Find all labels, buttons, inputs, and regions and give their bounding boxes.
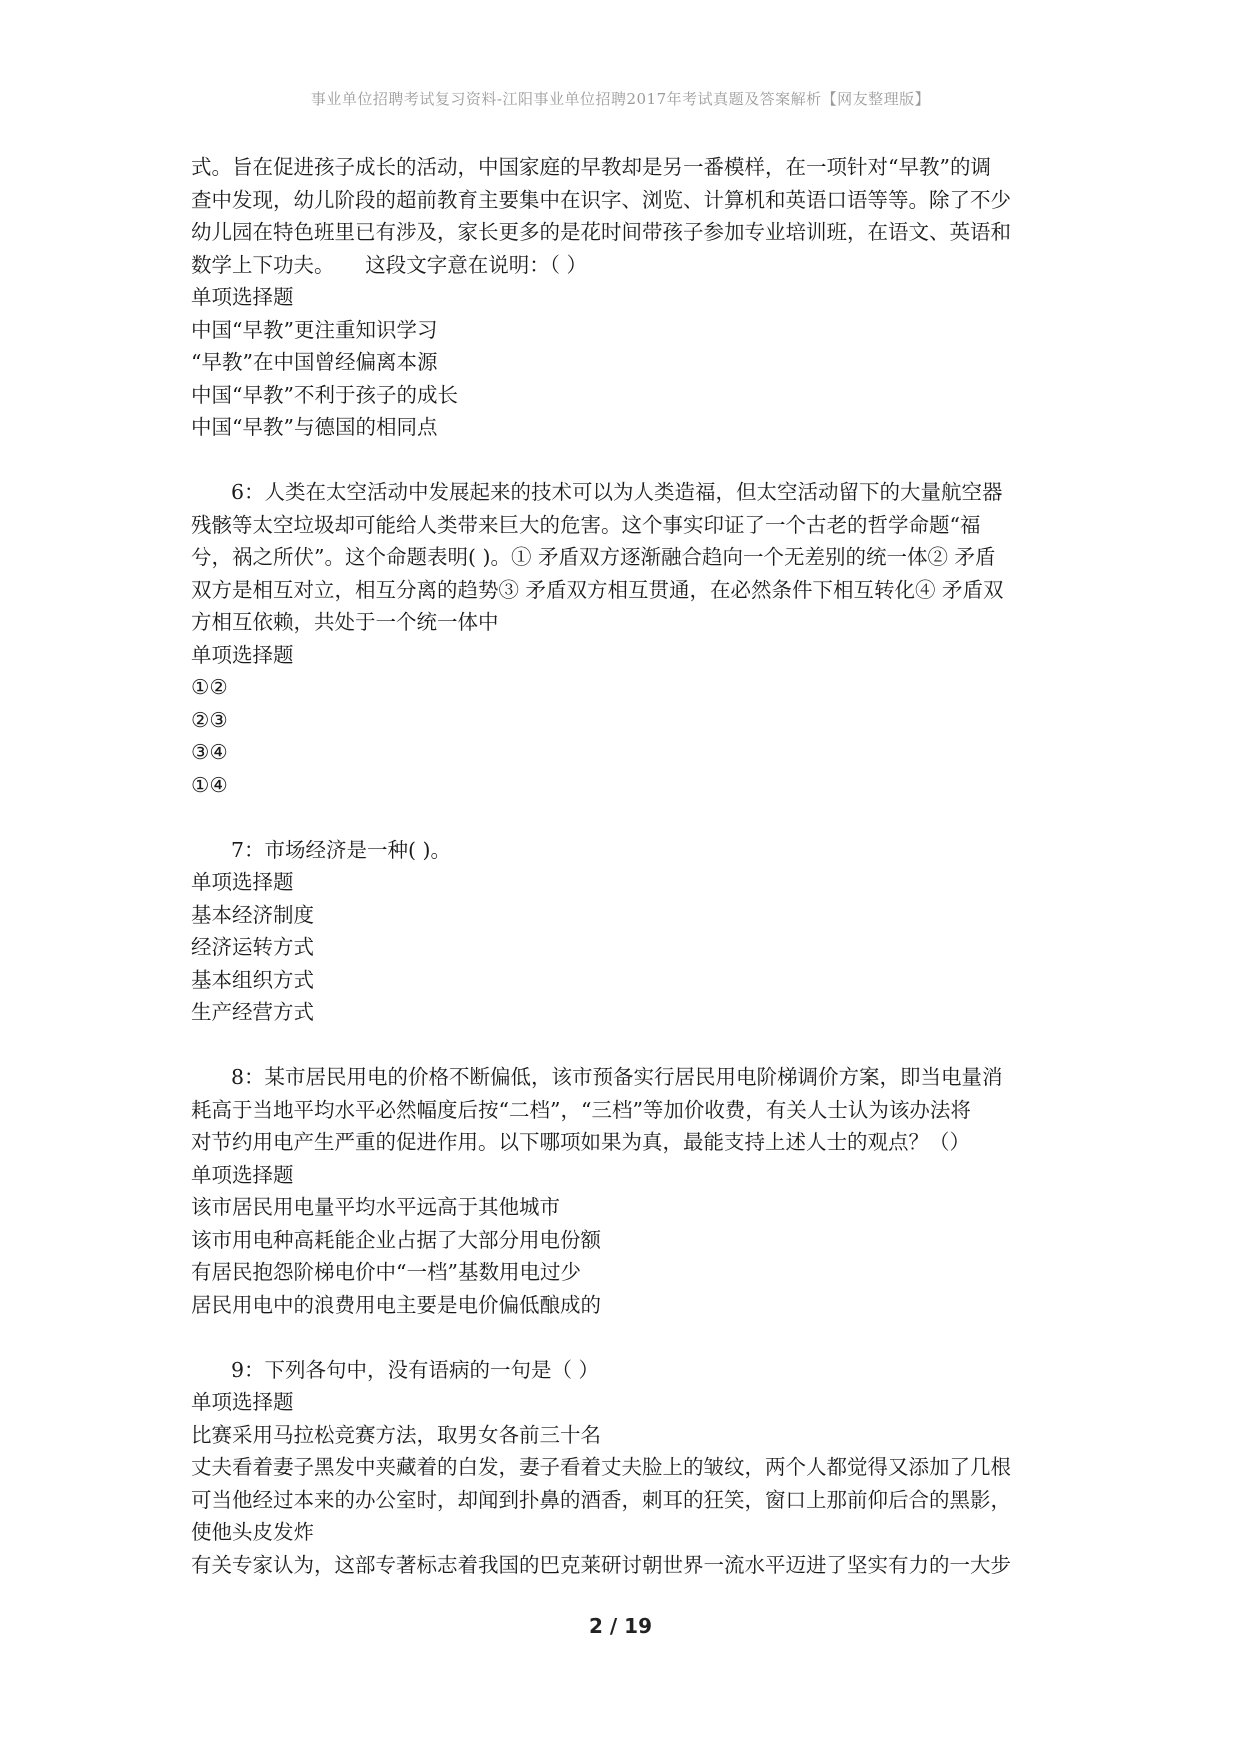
question-8 [191, 1061, 1071, 1321]
option-a: 该市居民用电量平均水平远高于其他城市 [191, 1195, 560, 1219]
question-text-line: 残骸等太空垃圾却可能给人类带来巨大的危害。这个事实印证了一个古老的哲学命题“福 [191, 512, 981, 537]
question-type: 单项选择题 [191, 870, 294, 894]
option-d: 居民用电中的浪费用电主要是电价偏低酿成的 [191, 1292, 601, 1317]
question-text-line: 耗高于当地平均水平必然幅度后按“二档”，“三档”等加价收费，有关人士认为该办法将 [191, 1097, 971, 1122]
option-c: 可当他经过本来的办公室时，却闻到扑鼻的酒香，刺耳的狂笑，窗口上那前仰后合的黑影， [191, 1487, 1011, 1512]
question-text-line: 方相互依赖，共处于一个统一体中 [191, 610, 499, 634]
option-c: ③④ [191, 740, 228, 764]
option-b: 该市用电种高耗能企业占据了大部分用电份额 [191, 1227, 601, 1252]
option-a: 基本经济制度 [191, 902, 314, 927]
option-b: ②③ [191, 707, 228, 732]
option-c-continued: 使他头皮发炸 [191, 1520, 314, 1544]
option-c: 有居民抱怨阶梯电价中“一档”基数用电过少 [191, 1260, 581, 1284]
option-b: “早教”在中国曾经偏离本源 [191, 350, 438, 374]
question-type: 单项选择题 [191, 642, 294, 667]
option-c: 中国“早教”不利于孩子的成长 [191, 382, 458, 407]
question-9 [191, 1354, 1071, 1582]
question-text-line: 数学上下功夫。 这段文字意在说明：（ ） [191, 252, 588, 277]
question-5 [191, 151, 1071, 444]
question-type: 单项选择题 [191, 285, 294, 309]
question-type: 单项选择题 [191, 1162, 294, 1187]
page-content [191, 151, 1071, 1581]
page-header: 事业单位招聘考试复习资料-江阳事业单位招聘2017年考试真题及答案解析【网友整理版】 [310, 90, 931, 108]
question-text-line: 兮，祸之所伏”。这个命题表明( )。① 矛盾双方逐渐融合趋向一个无差别的统一体② 矛盾 [191, 545, 996, 569]
option-d: 生产经营方式 [191, 1000, 314, 1024]
option-a: 比赛采用马拉松竞赛方法，取男女各前三十名 [191, 1422, 601, 1447]
question-text-line: 式。旨在促进孩子成长的活动，中国家庭的早教却是另一番模样，在一项针对“早教”的调 [191, 155, 991, 179]
question-7 [191, 834, 1071, 1029]
option-d: ①④ [191, 772, 228, 797]
question-type: 单项选择题 [191, 1390, 294, 1414]
question-text-line: 9：下列各句中，没有语病的一句是（ ） [231, 1357, 600, 1382]
option-d: 中国“早教”与德国的相同点 [191, 415, 438, 439]
option-a: ①② [191, 675, 228, 699]
question-text-line: 幼儿园在特色班里已有涉及，家长更多的是花时间带孩子参加专业培训班，在语文、英语和 [191, 220, 1011, 244]
question-text-line: 双方是相互对立，相互分离的趋势③ 矛盾双方相互贯通，在必然条件下相互转化④ 矛盾双 [191, 577, 1004, 602]
question-text-line: 7：市场经济是一种( )。 [231, 837, 452, 862]
option-a: 中国“早教”更注重知识学习 [191, 317, 438, 342]
option-b: 经济运转方式 [191, 935, 314, 959]
question-text-line: 8：某市居民用电的价格不断偏低，该市预备实行居民用电阶梯调价方案，即当电量消 [231, 1065, 1003, 1089]
question-text-line: 查中发现，幼儿阶段的超前教育主要集中在识字、浏览、计算机和英语口语等等。除了不少 [191, 187, 1011, 212]
option-d: 有关专家认为，这部专著标志着我国的巴克莱研讨朝世界一流水平迈进了坚实有力的一大步 [191, 1552, 1011, 1577]
page-number: 2 / 19 [589, 1614, 652, 1638]
question-6 [191, 476, 1071, 801]
question-text-line: 对节约用电产生严重的促进作用。以下哪项如果为真，最能支持上述人士的观点？（） [191, 1130, 970, 1154]
question-text-line: 6：人类在太空活动中发展起来的技术可以为人类造福，但太空活动留下的大量航空器 [231, 480, 1003, 504]
option-c: 基本组织方式 [191, 967, 314, 992]
option-b: 丈夫看着妻子黑发中夹藏着的白发，妻子看着丈夫脸上的皱纹，两个人都觉得又添加了几根 [191, 1455, 1011, 1479]
